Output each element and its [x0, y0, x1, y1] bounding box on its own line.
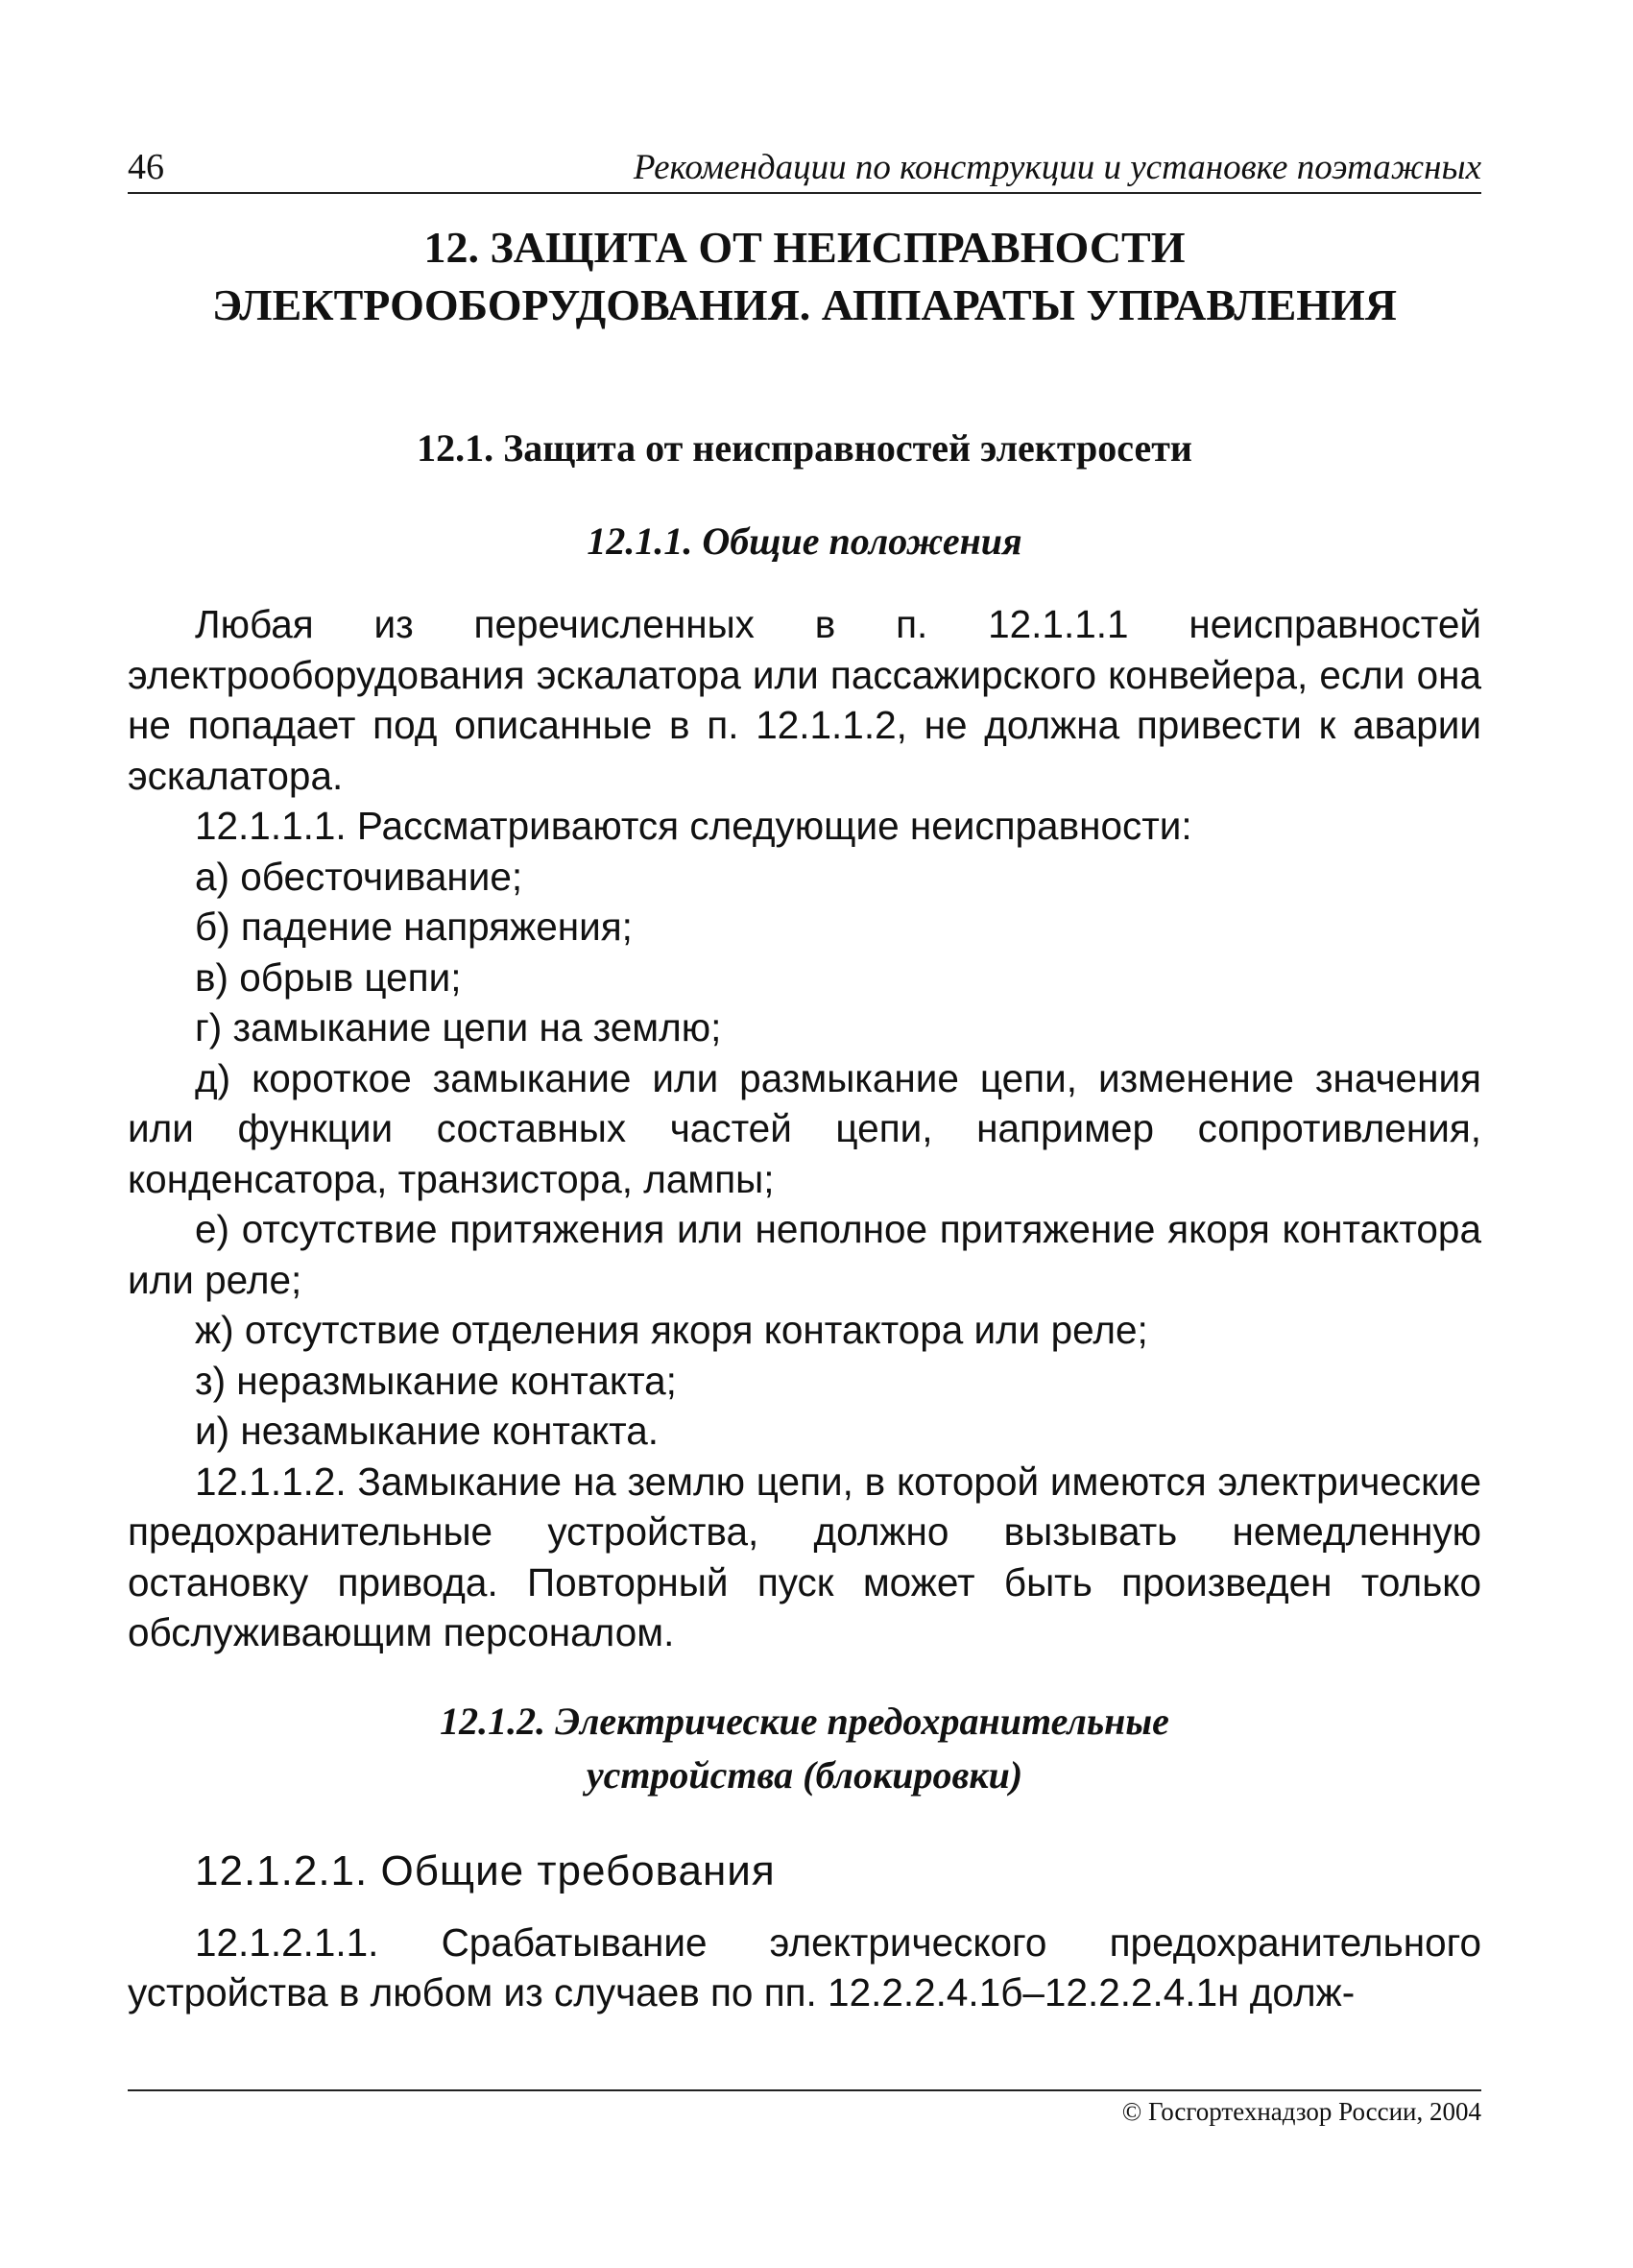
list-item: д) короткое замыкание или размыкание цепи, изменение значения или функции составных частей цепи, например сопротивления, конденсатора, транзистора, лампы; — [128, 1055, 1481, 1201]
requirements-heading: 12.1.2.1. Общие требования — [195, 1846, 776, 1894]
intro-paragraph: Любая из перечисленных в п. 12.1.1.1 неисправностей электрооборудования эскалатора или пассажирского конвейера, если она не попадает под описанные в п. 12.1.1.2, не должна привести к аварии эскалатора. — [128, 602, 1481, 798]
section-title: 12.1. Защита от неисправностей электросети — [417, 426, 1192, 470]
paragraph-12-1-2-1-1: 12.1.2.1.1. Срабатывание электрического предохранительного устройства в любом из случаев по пп. 12.2.2.4.1б–12.2.2.4.1н долж- — [128, 1919, 1481, 2015]
chapter-title-line-2: ЭЛЕКТРООБОРУДОВАНИЯ. АППАРАТЫ УПРАВЛЕНИЯ — [211, 280, 1398, 329]
list-item: з) неразмыкание контакта; — [195, 1358, 677, 1403]
subsection-title: 12.1.1. Общие положения — [587, 519, 1022, 563]
list-item: е) отсутствие притяжения или неполное притяжение якоря контактора или реле; — [128, 1207, 1481, 1302]
chapter-title-line-1: 12. ЗАЩИТА ОТ НЕИСПРАВНОСТИ — [423, 223, 1186, 272]
subsection-2-title-line-2: устройства (блокировки) — [586, 1752, 1023, 1797]
subsection-2-title — [128, 1695, 1481, 1802]
list-item: г) замыкание цепи на землю; — [195, 1005, 722, 1050]
document-page — [128, 134, 1481, 2018]
list-item: а) обесточивание; — [195, 854, 523, 899]
paragraph-12-1-1-1: 12.1.1.1. Рассматриваются следующие неисправности: — [195, 804, 1192, 848]
body-text — [128, 599, 1481, 1658]
chapter-title — [128, 219, 1481, 334]
list-item: в) обрыв цепи; — [195, 954, 462, 1000]
list-item: ж) отсутствие отделения якоря контактора или реле; — [195, 1308, 1148, 1352]
subsection-2-title-line-1: 12.1.2. Электрические предохранительные — [440, 1699, 1169, 1743]
copyright-notice: © Госгортехнадзор России, 2004 — [1121, 2097, 1481, 2126]
paragraph-12-1-1-2: 12.1.1.2. Замыкание на землю цепи, в которой имеются электрические предохранительные устройства, должно вызывать немедленную остановку привода. Повторный пуск может быть произведен только обслуживающим персоналом. — [128, 1459, 1481, 1654]
requirements-body — [128, 1918, 1481, 2018]
page-footer — [128, 2089, 1481, 2127]
running-header — [128, 134, 1481, 194]
page-number: 46 — [128, 147, 164, 187]
list-item: и) незамыкание контакта. — [195, 1409, 660, 1453]
list-item: б) падение напряжения; — [195, 905, 633, 949]
running-title: Рекомендации по конструкции и установке поэтажных — [633, 148, 1481, 187]
